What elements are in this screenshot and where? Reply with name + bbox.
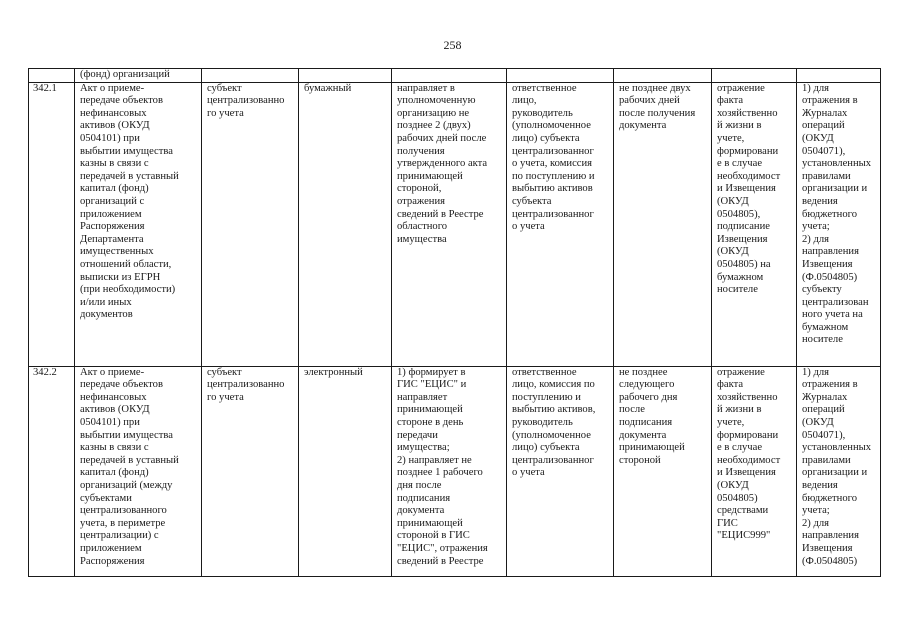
cell-action — [392, 69, 507, 83]
cell-number — [29, 69, 75, 83]
cell-purpose: 1) для отражения в Журналах операций (ОКУД 0504071), установленных правилами организации и ведения бюджетного учета; 2) для направления Извещения (Ф.0504805) — [797, 366, 881, 576]
document-table — [28, 68, 881, 577]
table-row-continuation — [29, 69, 881, 83]
cell-deadline — [614, 69, 712, 83]
cell-document-name: (фонд) организаций — [75, 69, 202, 83]
cell-operation — [712, 69, 797, 83]
page-number: 258 — [443, 38, 462, 52]
cell-number: 342.1 — [29, 82, 75, 366]
cell-purpose: 1) для отражения в Журналах операций (ОКУД 0504071), установленных правилами организации и ведения бюджетного учета; 2) для направления Извещения (Ф.0504805) субъекту централизован ного учета на бумажном носителе — [797, 82, 881, 366]
cell-responsible: ответственное лицо, комиссия по поступлению и выбытию активов, руководитель (уполномоченное лицо) субъекта централизованног о учета — [507, 366, 614, 576]
cell-format — [299, 69, 392, 83]
cell-creator: субъект централизованно го учета — [202, 82, 299, 366]
cell-creator: субъект централизованно го учета — [202, 366, 299, 576]
table-row — [29, 366, 881, 576]
cell-responsible — [507, 69, 614, 83]
cell-document-name: Акт о приеме- передаче объектов нефинансовых активов (ОКУД 0504101) при выбытии имущества казны в связи с передачей в уставный капитал (фонд) организаций (между субъектами централизованного учета, в периметре централизации) с приложением Распоряжения — [75, 366, 202, 576]
cell-format: электронный — [299, 366, 392, 576]
cell-action: 1) формирует в ГИС "ЕЦИС" и направляет принимающей стороне в день передачи имущества; 2) направляет не позднее 1 рабочего дня после подписания документа принимающей стороной в ГИС "ЕЦИС", отражения сведений в Реестре — [392, 366, 507, 576]
cell-purpose — [797, 69, 881, 83]
cell-operation: отражение факта хозяйственно й жизни в учете, формировани е в случае необходимост и Извещения (ОКУД 0504805) средствами ГИС "ЕЦИС999" — [712, 366, 797, 576]
table-row — [29, 82, 881, 366]
cell-format: бумажный — [299, 82, 392, 366]
cell-number: 342.2 — [29, 366, 75, 576]
cell-deadline: не позднее двух рабочих дней после получения документа — [614, 82, 712, 366]
cell-creator — [202, 69, 299, 83]
cell-document-name: Акт о приеме- передаче объектов нефинансовых активов (ОКУД 0504101) при выбытии имущества казны в связи с передачей в уставный капитал (фонд) организаций с приложением Распоряжения Департамента имущественных отношений области, выписки из ЕГРН (при необходимости) и/или иных документов — [75, 82, 202, 366]
cell-deadline: не позднее следующего рабочего дня после подписания документа принимающей стороной — [614, 366, 712, 576]
cell-responsible: ответственное лицо, руководитель (уполномоченное лицо) субъекта централизованног о учета, комиссия по поступлению и выбытию активов субъекта централизованног о учета — [507, 82, 614, 366]
cell-operation: отражение факта хозяйственно й жизни в учете, формировани е в случае необходимост и Извещения (ОКУД 0504805), подписание Извещения (ОКУД 0504805) на бумажном носителе — [712, 82, 797, 366]
cell-action: направляет в уполномоченную организацию не позднее 2 (двух) рабочих дней после получения утвержденного акта принимающей стороной, отражения сведений в Реестре областного имущества — [392, 82, 507, 366]
